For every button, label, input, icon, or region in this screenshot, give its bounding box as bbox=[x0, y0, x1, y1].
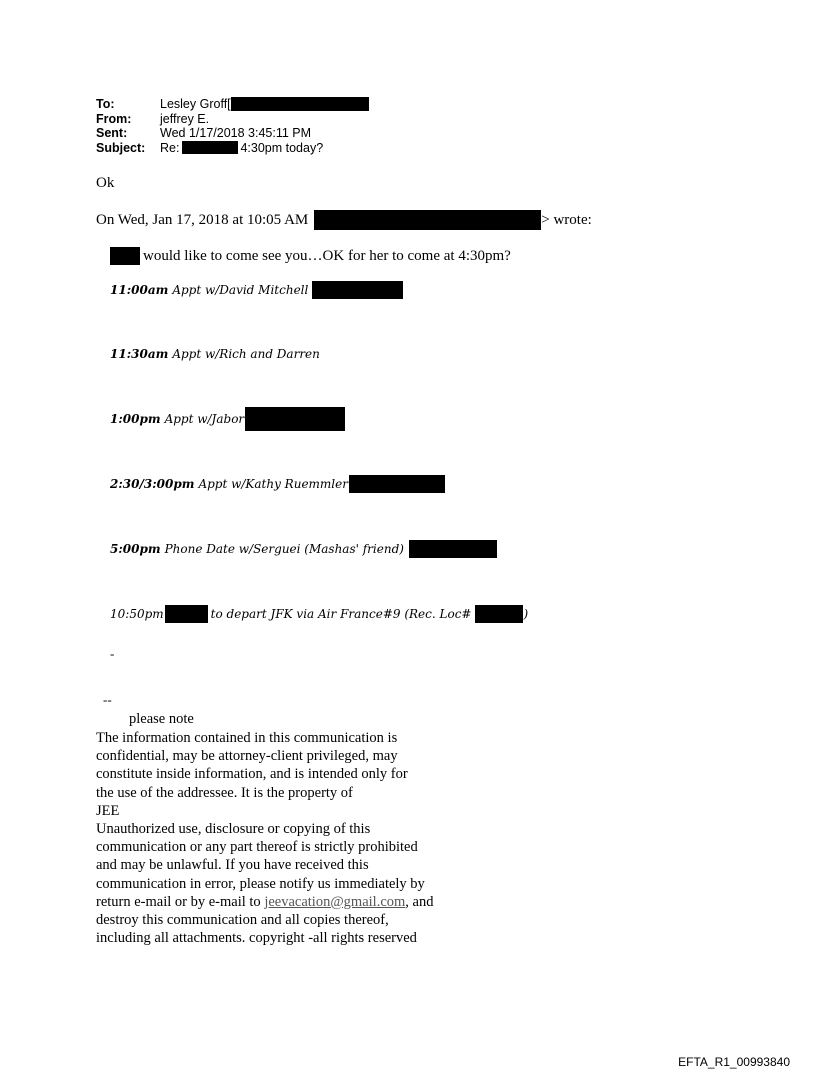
schedule-text: to depart JFK via Air France#9 (Rec. Loc# bbox=[210, 607, 472, 621]
disclaimer-email-post: , and bbox=[405, 893, 434, 910]
quote-intro-date: On Wed, Jan 17, 2018 at 10:05 AM bbox=[96, 211, 309, 228]
disclaimer-line: the use of the addressee. It is the property of bbox=[96, 784, 353, 801]
schedule-text: Appt w/Rich and Darren bbox=[172, 347, 320, 361]
redaction-box bbox=[165, 605, 208, 623]
document-id: EFTA_R1_00993840 bbox=[678, 1055, 790, 1069]
sent-value: Wed 1/17/2018 3:45:11 PM bbox=[160, 126, 312, 140]
from-label: From: bbox=[96, 111, 132, 126]
schedule-item bbox=[110, 280, 403, 300]
disclaimer-email-pre: return e-mail or by e-mail to bbox=[96, 893, 265, 910]
disclaimer-line: communication or any part thereof is strictly prohibited bbox=[96, 839, 418, 856]
redaction-box bbox=[110, 247, 140, 265]
schedule-time: 1:00pm bbox=[110, 412, 161, 426]
schedule-time: 11:00am bbox=[110, 283, 169, 297]
schedule-item bbox=[110, 409, 345, 429]
schedule-time: 5:00pm bbox=[110, 542, 161, 556]
disclaimer bbox=[96, 729, 433, 947]
from-value: jeffrey E. bbox=[160, 111, 210, 126]
subject-row bbox=[96, 141, 369, 156]
disclaimer-line: constitute inside information, and is intended only for bbox=[96, 766, 408, 783]
schedule-item bbox=[110, 474, 445, 494]
email-link[interactable]: jeevacation@gmail.com bbox=[264, 893, 406, 910]
disclaimer-line: JEE bbox=[96, 802, 120, 819]
schedule-text: Appt w/Kathy Ruemmler bbox=[198, 477, 348, 491]
disclaimer-line: including all attachments. copyright -all rights reserved bbox=[96, 930, 417, 947]
quote-intro bbox=[96, 210, 592, 230]
disclaimer-line: communication in error, please notify us immediately by bbox=[96, 875, 425, 892]
schedule-time: 10:50pm bbox=[110, 607, 164, 621]
sent-label: Sent: bbox=[96, 126, 128, 140]
disclaimer-line bbox=[96, 893, 433, 911]
to-row bbox=[96, 97, 369, 112]
sent-row bbox=[96, 126, 369, 141]
disclaimer-line: and may be unlawful. If you have received this bbox=[96, 857, 369, 874]
schedule-text: Appt w/David Mitchell bbox=[172, 283, 309, 297]
signature-separator: -- bbox=[103, 692, 112, 707]
from-row bbox=[96, 112, 369, 127]
dash-line: - bbox=[110, 646, 115, 661]
schedule-item bbox=[110, 344, 320, 364]
redaction-box bbox=[245, 407, 345, 431]
redaction-box bbox=[231, 97, 369, 111]
schedule-text: Appt w/Jabor bbox=[164, 412, 245, 426]
redaction-box bbox=[409, 540, 497, 558]
schedule-text: Phone Date w/Serguei (Mashas' friend) bbox=[164, 542, 404, 556]
quoted-message-text: would like to come see you…OK for her to come at 4:30pm? bbox=[143, 247, 511, 264]
redaction-box bbox=[314, 210, 541, 230]
schedule-time: 11:30am bbox=[110, 347, 169, 361]
schedule-time: 2:30/3:00pm bbox=[110, 477, 195, 491]
subject-prefix: Re: bbox=[160, 140, 180, 155]
redaction-box bbox=[475, 605, 523, 623]
redaction-box bbox=[182, 141, 238, 154]
schedule-item bbox=[110, 539, 497, 559]
reply-text: Ok bbox=[96, 175, 115, 191]
subject-label: Subject: bbox=[96, 140, 146, 155]
quoted-message bbox=[110, 247, 511, 265]
to-label: To: bbox=[96, 97, 115, 111]
to-value: Lesley Groff[ bbox=[160, 97, 231, 111]
subject-suffix: 4:30pm today? bbox=[240, 140, 324, 155]
redaction-box bbox=[312, 281, 403, 299]
disclaimer-line: confidential, may be attorney-client privileged, may bbox=[96, 748, 398, 765]
disclaimer-line: destroy this communication and all copies thereof, bbox=[96, 912, 389, 929]
redaction-box bbox=[349, 475, 445, 493]
email-header bbox=[96, 97, 369, 155]
disclaimer-line: The information contained in this communication is bbox=[96, 730, 398, 746]
schedule-item bbox=[110, 604, 528, 624]
schedule-text-close: ) bbox=[523, 607, 529, 621]
please-note: please note bbox=[129, 711, 194, 727]
quote-intro-wrote: > wrote: bbox=[541, 211, 592, 228]
disclaimer-line: Unauthorized use, disclosure or copying of this bbox=[96, 821, 371, 838]
